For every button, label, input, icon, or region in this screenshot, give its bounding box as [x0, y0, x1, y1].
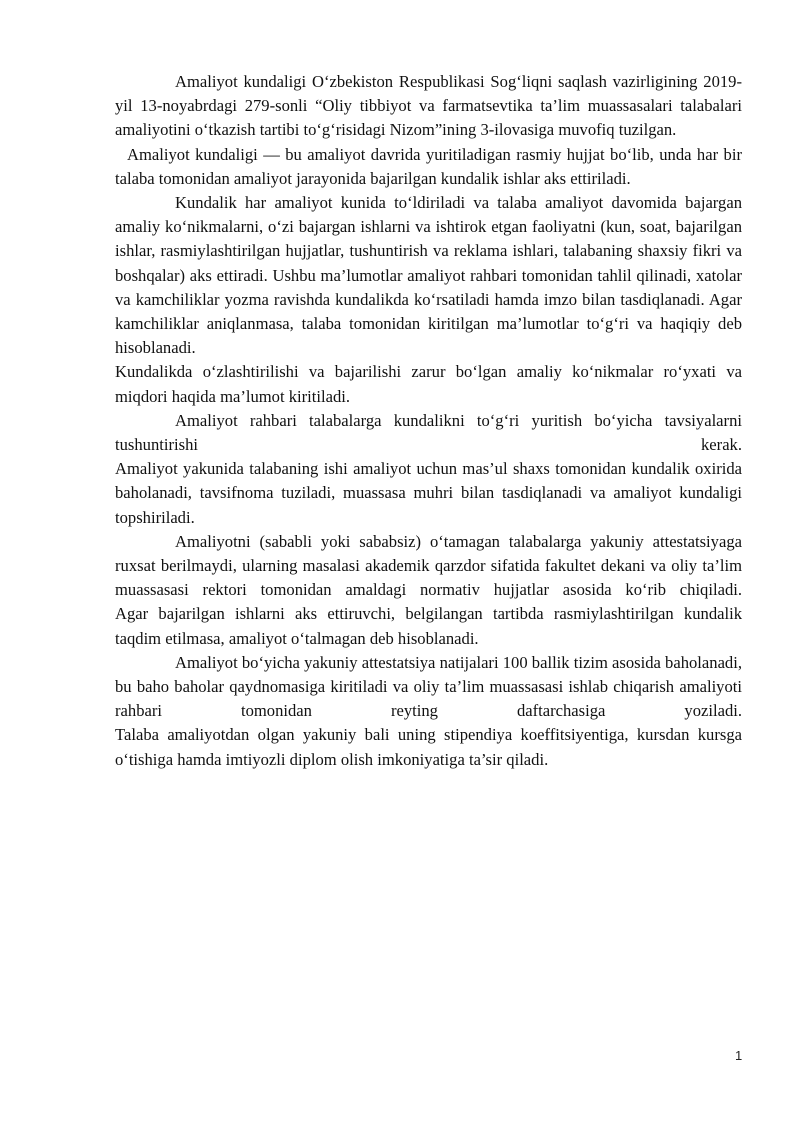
paragraph-grading: Amaliyot bo‘yicha yakuniy attestatsiya natijalari 100 ballik tizim asosida baholanadi, bu baho baholar qaydnomasiga kiritiladi va oliy ta’lim muassasasi ishlab chiqarish amaliyoti rahbari tomonidan reyting daftarchasiga yoziladi.: [115, 652, 742, 721]
paragraph-intro: Amaliyot kundaligi O‘zbekiston Respublikasi Sog‘liqni saqlash vazirligining 2019-yil 13-noyabrdagi 279-sonli “Oliy tibbiyot va farmatsevtika ta’lim muassasalari talabalari amaliyotini o‘tkazish tartibi to‘g‘risidagi Nizom”ining 3-ilovasiga muvofiq tuzilgan.: [115, 72, 742, 140]
paragraph-impact: Talaba amaliyotdan olgan yakuniy bali uning stipendiya koeffitsiyentiga, kursdan kursga o‘tishiga hamda imtiyozli diplom olish imkoniyatiga ta’sir qiladi.: [115, 725, 742, 769]
document-body: [115, 70, 742, 772]
paragraph-definition: Amaliyot kundaligi — bu amaliyot davrida yuritiladigan rasmiy hujjat bo‘lib, unda har bir talaba tomonidan amaliyot jarayonida bajarilgan kundalik ishlar aks ettiriladi.: [115, 144, 742, 188]
page-number: 1: [735, 1048, 743, 1063]
paragraph-supervisor-recommendations: Amaliyot rahbari talabalarga kundalikni to‘g‘ri yuritish bo‘yicha tavsiyalarni tushuntirishi kerak.: [115, 410, 742, 455]
paragraph-skills-list: Kundalikda o‘zlashtirilishi va bajarilishi zarur bo‘lgan amaliy ko‘nikmalar ro‘yxati va miqdori haqida ma’lumot kiritiladi.: [115, 362, 742, 406]
paragraph-daily-filling: Kundalik har amaliyot kunida to‘ldiriladi va talaba amaliyot davomida bajargan amaliy ko‘nikmalarni, o‘zi bajargan ishlarni va ishtirok etgan faoliyatni (kun, soat, bajarilgan ishlar, rasmiylashtirilgan hujjatlar, tushuntirish va reklama ishlari, talabaning shaxsiy fikri va boshqalar) aks ettiradi. Ushbu ma’lumotlar amaliyot rahbari tomonidan tahlil qilinadi, xatolar va kamchiliklar yozma ravishda kundalikda ko‘rsatiladi hamda imzo bilan tasdiqlanadi. Agar kamchiliklar aniqlanmasa, talaba tomonidan kiritilgan ma’lumotlar to‘g‘ri va haqiqiy deb hisoblanadi.: [115, 193, 742, 358]
paragraph-no-attestation: Amaliyotni (sababli yoki sababsiz) o‘tamagan talabalarga yakuniy attestatsiyaga ruxsat berilmaydi, ularning masalasi akademik qarzdor sifatida fakultet dekani va oliy ta’lim muassasasi rektori tomonidan amaldagi normativ hujjatlar asosida ko‘rib chiqiladi.: [115, 531, 742, 600]
paragraph-final-assessment: Amaliyot yakunida talabaning ishi amaliyot uchun mas’ul shaxs tomonidan kundalik oxirida baholanadi, tavsifnoma tuziladi, muassasa muhri bilan tasdiqlanadi va amaliyot kundaligi topshiriladi.: [115, 459, 742, 527]
paragraph-not-completed: Agar bajarilgan ishlarni aks ettiruvchi, belgilangan tartibda rasmiylashtirilgan kundalik taqdim etilmasa, amaliyot o‘talmagan deb hisoblanadi.: [115, 604, 742, 648]
